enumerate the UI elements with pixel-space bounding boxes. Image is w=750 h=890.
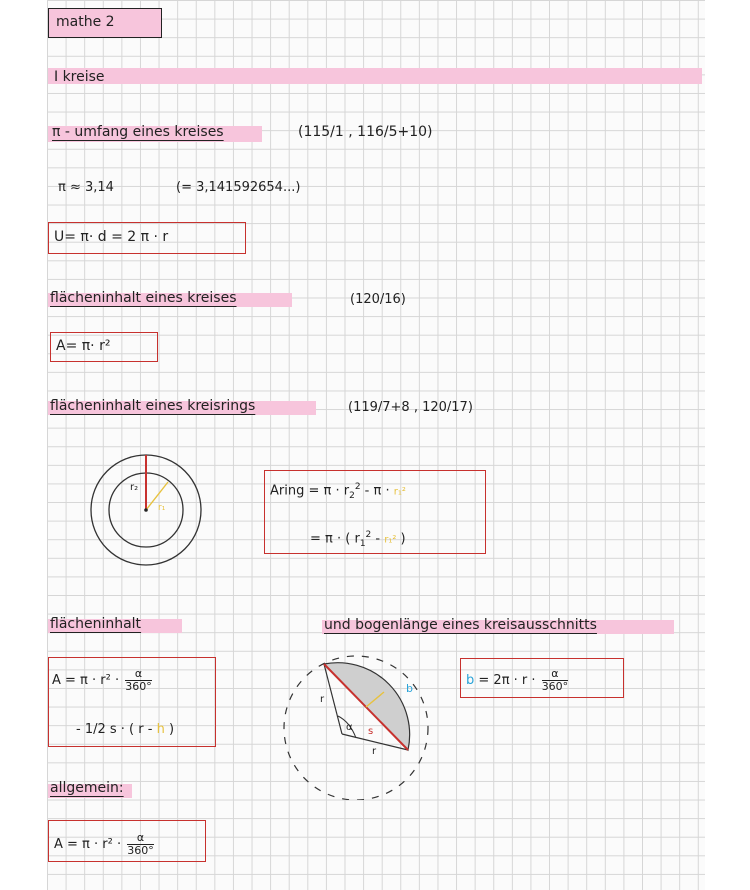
bogen-eq: = 2π · r · xyxy=(478,673,536,688)
ring-refs: (119/7+8 , 120/17) xyxy=(348,400,473,415)
pi-exact: (= 3,141592654...) xyxy=(176,180,301,195)
alpha-fraction xyxy=(125,668,152,693)
sektor-area-line2-b: · ( r - xyxy=(120,722,153,737)
ring-line2-a: = π · ( r xyxy=(310,531,360,547)
diag-label-alpha: α xyxy=(346,722,353,733)
allgemein-fraction xyxy=(127,832,154,857)
allgemein-formula-a: A = π · r² · xyxy=(54,837,122,852)
diag-label-r2: r xyxy=(372,746,377,757)
diag-label-r: r xyxy=(320,694,325,705)
umfang-heading: π - umfang eines kreises xyxy=(52,124,224,140)
ring-heading: flächeninhalt eines kreisrings xyxy=(50,398,256,414)
ring-line2-b: - xyxy=(371,531,381,547)
frac-den: 360° xyxy=(125,680,152,693)
flaeche-heading: flächeninhalt eines kreises xyxy=(50,290,237,306)
pi-approx: π ≈ 3,14 xyxy=(58,180,114,195)
label-r2: r₂ xyxy=(130,482,139,493)
sektor-area-line2-c: ) xyxy=(168,722,175,737)
umfang-formula: U= π· d = 2 π · r xyxy=(54,229,169,245)
center-point xyxy=(144,508,148,512)
section-title: I kreise xyxy=(54,69,105,85)
frac-num: α xyxy=(134,667,143,680)
sektor-heading-left: flächeninhalt xyxy=(50,616,142,632)
ring-line2-r-yellow: r₁² xyxy=(384,534,397,546)
ring-formula-line1 xyxy=(270,482,406,501)
sektor-area-line1 xyxy=(52,668,154,693)
ring-line1-b: - π · xyxy=(360,483,390,499)
right-margin xyxy=(705,0,750,890)
allgemein-formula xyxy=(54,832,156,857)
sektor-area-line1-a: A = π · r² · xyxy=(52,673,120,688)
ring-line1-a: Aring = π · r xyxy=(270,483,350,499)
sektor-heading-right: und bogenlänge eines kreisausschnitts xyxy=(324,617,597,633)
allgemein-frac-num: α xyxy=(136,831,145,844)
ring-line1-r1-yellow: r₁² xyxy=(393,486,406,498)
sektor-area-line2-h: h xyxy=(156,722,165,737)
sektor-area-line2 xyxy=(76,722,174,737)
label-r1: r₁ xyxy=(158,503,166,513)
allgemein-label: allgemein: xyxy=(50,780,124,796)
flaeche-refs: (120/16) xyxy=(350,292,406,307)
bogen-frac-num: α xyxy=(551,667,559,680)
sektor-area-line2-a: - 1/2 s xyxy=(76,722,117,737)
ring-line2-sup: 2 xyxy=(365,530,372,540)
bogen-formula xyxy=(466,668,570,693)
ring-formula-line2 xyxy=(310,530,406,549)
bogen-frac-den: 360° xyxy=(541,680,569,693)
ring-line1-sub: 2 xyxy=(349,490,355,501)
left-margin xyxy=(0,0,47,890)
umfang-refs: (115/1 , 116/5+10) xyxy=(298,124,433,140)
sector-diagram xyxy=(268,650,438,800)
bogen-fraction xyxy=(542,668,569,693)
diag-label-s: s xyxy=(368,726,374,737)
flaeche-formula: A= π· r² xyxy=(56,338,111,354)
diag-label-b: b xyxy=(406,682,413,695)
ring-line2-sub: 1 xyxy=(359,538,366,549)
ring-line2-c: ) xyxy=(400,531,406,547)
allgemein-frac-den: 360° xyxy=(127,844,154,857)
section-highlight xyxy=(48,68,702,84)
page-title: mathe 2 xyxy=(56,14,115,30)
ring-diagram xyxy=(86,450,206,570)
bogen-b: b xyxy=(466,673,475,688)
ring-line1-sup: 2 xyxy=(354,482,361,492)
